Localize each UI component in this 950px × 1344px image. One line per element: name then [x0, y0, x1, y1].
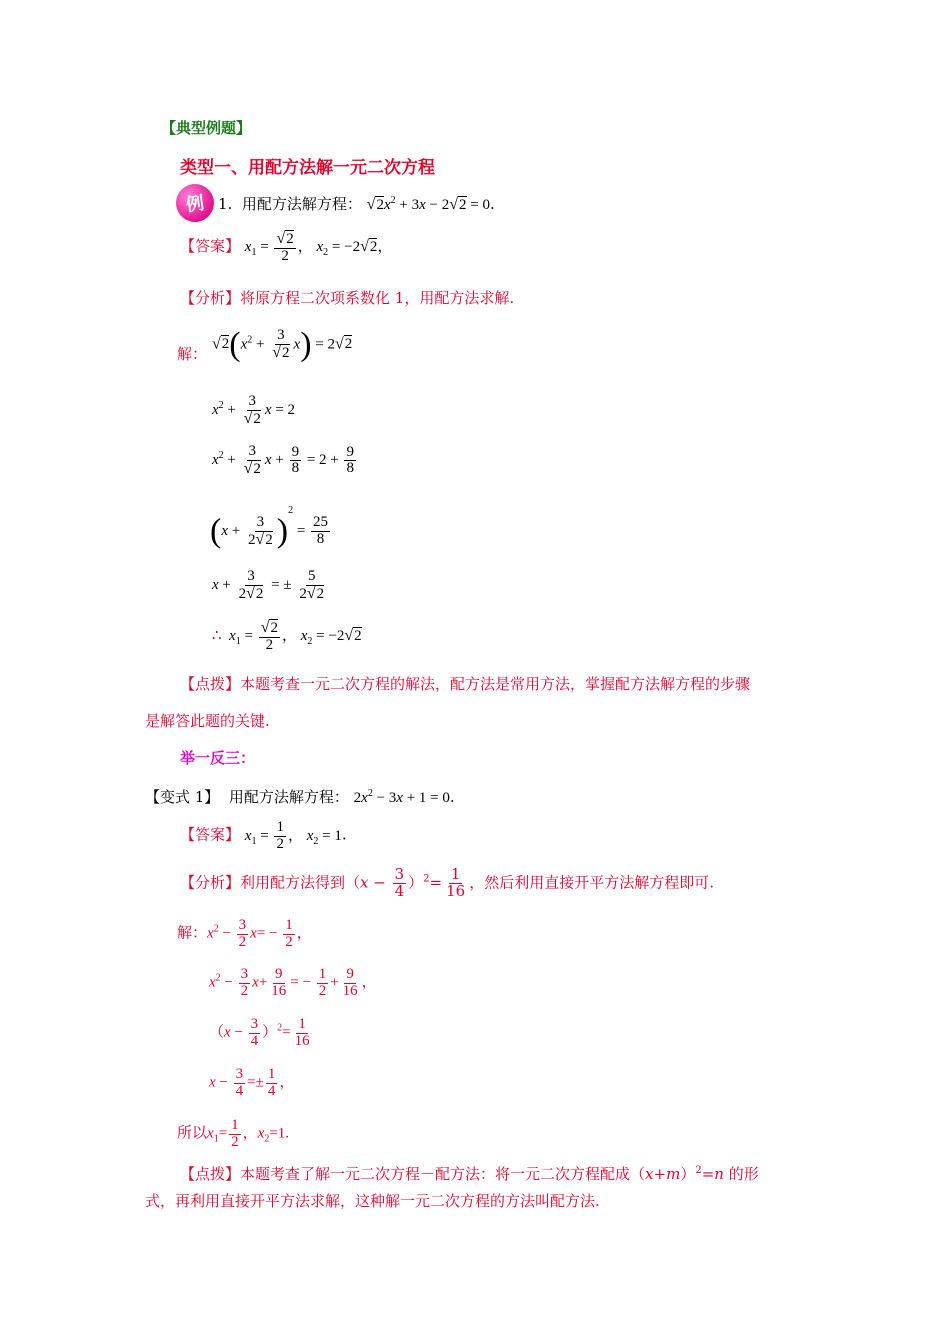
example-step-4: (x + $\frac{3}{2√2}$ )$^2$ = $\frac{25}{8}$: [210, 505, 329, 550]
practice-heading: 举一反三：: [180, 749, 256, 767]
example-answer: 【答案】 $x_1$ = $\frac{√2}{2}$ ， $x_2 = -2√2$，: [180, 230, 393, 264]
example-tip-line2: 是解答此题的关键.: [145, 712, 270, 730]
example-step-3: $x^2$ + $\frac{3}{√2}$ x + $\frac{9}{8}$ = 2 + $\frac{9}{8}$: [212, 443, 354, 477]
variant-prompt: 【变式 1】 用配方法解方程： $2x^2 - 3x + 1 = 0$.: [145, 788, 455, 806]
example-step-1: $√2(x^2$ + $\frac{3}{√2}$ x) = 2√2: [212, 326, 353, 363]
example-step-2: $x^2$ + $\frac{3}{√2}$ x = 2: [212, 393, 296, 427]
example-step-5: x + $\frac{3}{2√2}$ = ± $\frac{5}{2√2}$: [212, 568, 325, 602]
type-heading: 类型一、用配方法解一元二次方程: [180, 158, 435, 178]
example-tip-line1: 【点拨】本题考查一元二次方程的解法，配方法是常用方法，掌握配方法解方程的步骤: [180, 675, 751, 693]
section-heading: 【典型例题】: [161, 119, 252, 137]
example-step-6: ∴ $x_1$ = $\frac{√2}{2}$ ， $x_2 = -2√2$: [212, 619, 362, 653]
example-analysis: 【分析】将原方程二次项系数化 1，用配方法求解.: [180, 289, 515, 307]
variant-answer: 【答案】 $x_1$ = $\frac{1}{2}$ ， $x_2 = 1$.: [180, 819, 347, 852]
example-solution-label: 解：: [177, 345, 208, 363]
example-badge: 例: [174, 182, 217, 225]
variant-analysis: 【分析】利用配方法得到（x − $\frac{3}{4}$ ）$^2$= $\frac{1}{16}$ ，然后利用直接开平方法解方程即可.: [180, 865, 714, 900]
variant-step-1: 解：$x^2$ − $\frac{3}{2}$ x= − $\frac{1}{2}$ ，: [177, 917, 312, 950]
variant-step-4: x − $\frac{3}{4}$ =± $\frac{1}{4}$ ，: [209, 1066, 295, 1099]
variant-tip-line2: 式，再利用直接开平方法求解，这种解一元二次方程的方法叫配方法.: [145, 1192, 600, 1210]
variant-step-2: $x^2$ − $\frac{3}{2}$ x+ $\frac{9}{16}$ = − $\frac{1}{2}$ + $\frac{9}{16}$ ，: [209, 966, 377, 999]
variant-step-3: （x − $\frac{3}{4}$ ）$^2$= $\frac{1}{16}$: [209, 1016, 310, 1049]
example-prompt: 1. 用配方法解方程： $√2x^2 + 3x - 2√2 = 0$.: [218, 195, 495, 213]
variant-tip-line1: 【点拨】本题考查了解一元二次方程－配方法：将一元二次方程配成$(x+m)^2=n$ 的形: [180, 1165, 759, 1183]
variant-conclusion: 所以$x_1=$ $\frac{1}{2}$ ，$x_2=1$.: [177, 1117, 290, 1150]
